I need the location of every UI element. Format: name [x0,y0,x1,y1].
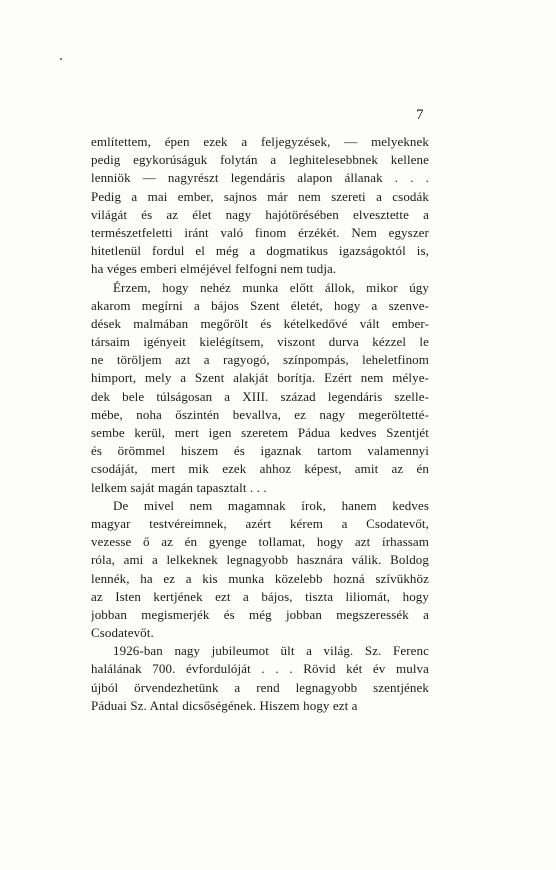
paragraph [91,279,429,497]
text-line: lennék, ha ez a kis munka közelebb hozná szívükhöz [91,570,429,586]
text-line: Érzem, hogy nehéz munka előtt állok, mikor úgy [113,279,429,295]
text-line: magyar testvéreimnek, azért kérem a Csodatevőt, [91,515,429,531]
text-line: 1926-ban nagy jubileumot ült a világ. Sz. Ferenc [113,643,429,659]
body-text [91,133,429,715]
text-line: említettem, épen ezek a feljegyzések, — melyeknek [91,134,429,149]
text-line: vezesse ő az én gyenge tollamat, hogy azt írhassam [91,534,429,550]
text-line: jobban megismerjék és még jobban megszeressék a [91,606,429,622]
text-line: Csodatevőt. [91,625,154,641]
text-line: halálának 700. évfordulóját . . . Rövid két év mulva [91,661,429,677]
text-line: csodáját, mert mik ezek ahhoz képest, amit az én [91,461,429,477]
text-line: sembe kerül, mert igen szeretem Pádua kedves Szentjét [91,425,429,440]
text-line: lenniök — nagyrészt legendáris alapon állanak . . . [91,170,429,186]
text-line: dek bele túlságosan a XIII. század legendáris szelle- [91,388,429,404]
page-number: 7 [416,107,424,123]
text-line: ha véges emberi elméjével felfogni nem tudja. [91,261,337,277]
text-line: Páduai Sz. Antal dicsőségének. Hiszem hogy ezt a [91,697,358,713]
text-line: róla, ami a lelkeknek legnagyobb hasznára válik. Boldog [91,552,429,568]
paragraph [91,133,429,279]
text-line: pedig egykorúságuk folytán a leghitelesebbnek kellene [91,152,429,168]
text-line: ne töröljem azt a ragyogó, színpompás, leheletfinom [91,352,429,368]
text-line: az Isten kertjének ezt a bájos, tiszta liliomát, hogy [91,588,429,604]
text-line: dések malmában megőrölt és kételkedővé vált ember- [91,315,429,331]
text-line: Pedig a mai ember, sajnos már nem szereti a csodák [91,188,429,204]
scan-speck [60,58,62,60]
text-line: hitetlenül fordul el még a dogmatikus igazságoktól is, [91,243,429,259]
text-line: himport, mely a Szent alakját borítja. Ezért nem mélye- [91,370,429,386]
text-line: természetfeletti iránt való finom érzékét. Nem egyszer [91,224,429,240]
text-line: és örömmel hiszem és igaznak tartom valamennyi [91,443,429,459]
text-line: világát és az élet nagy hajótörésében elvesztette a [91,206,429,222]
text-line: akarom megírni a bájos Szent életét, hogy a szenve- [91,297,429,313]
text-line: De mivel nem magamnak írok, hanem kedves [113,497,429,513]
text-line: újból örvendezhetünk a rend legnagyobb szentjének [91,679,429,695]
text-line: mébe, noha őszintén bevallva, ez nagy megeröltetté- [91,406,429,422]
paragraph [91,642,429,715]
text-line: lelkem saját magán tapasztalt . . . [91,479,267,495]
text-line: társaim igényeit kielégítsem, viszont durva kézzel le [91,334,429,350]
paragraph [91,497,429,643]
